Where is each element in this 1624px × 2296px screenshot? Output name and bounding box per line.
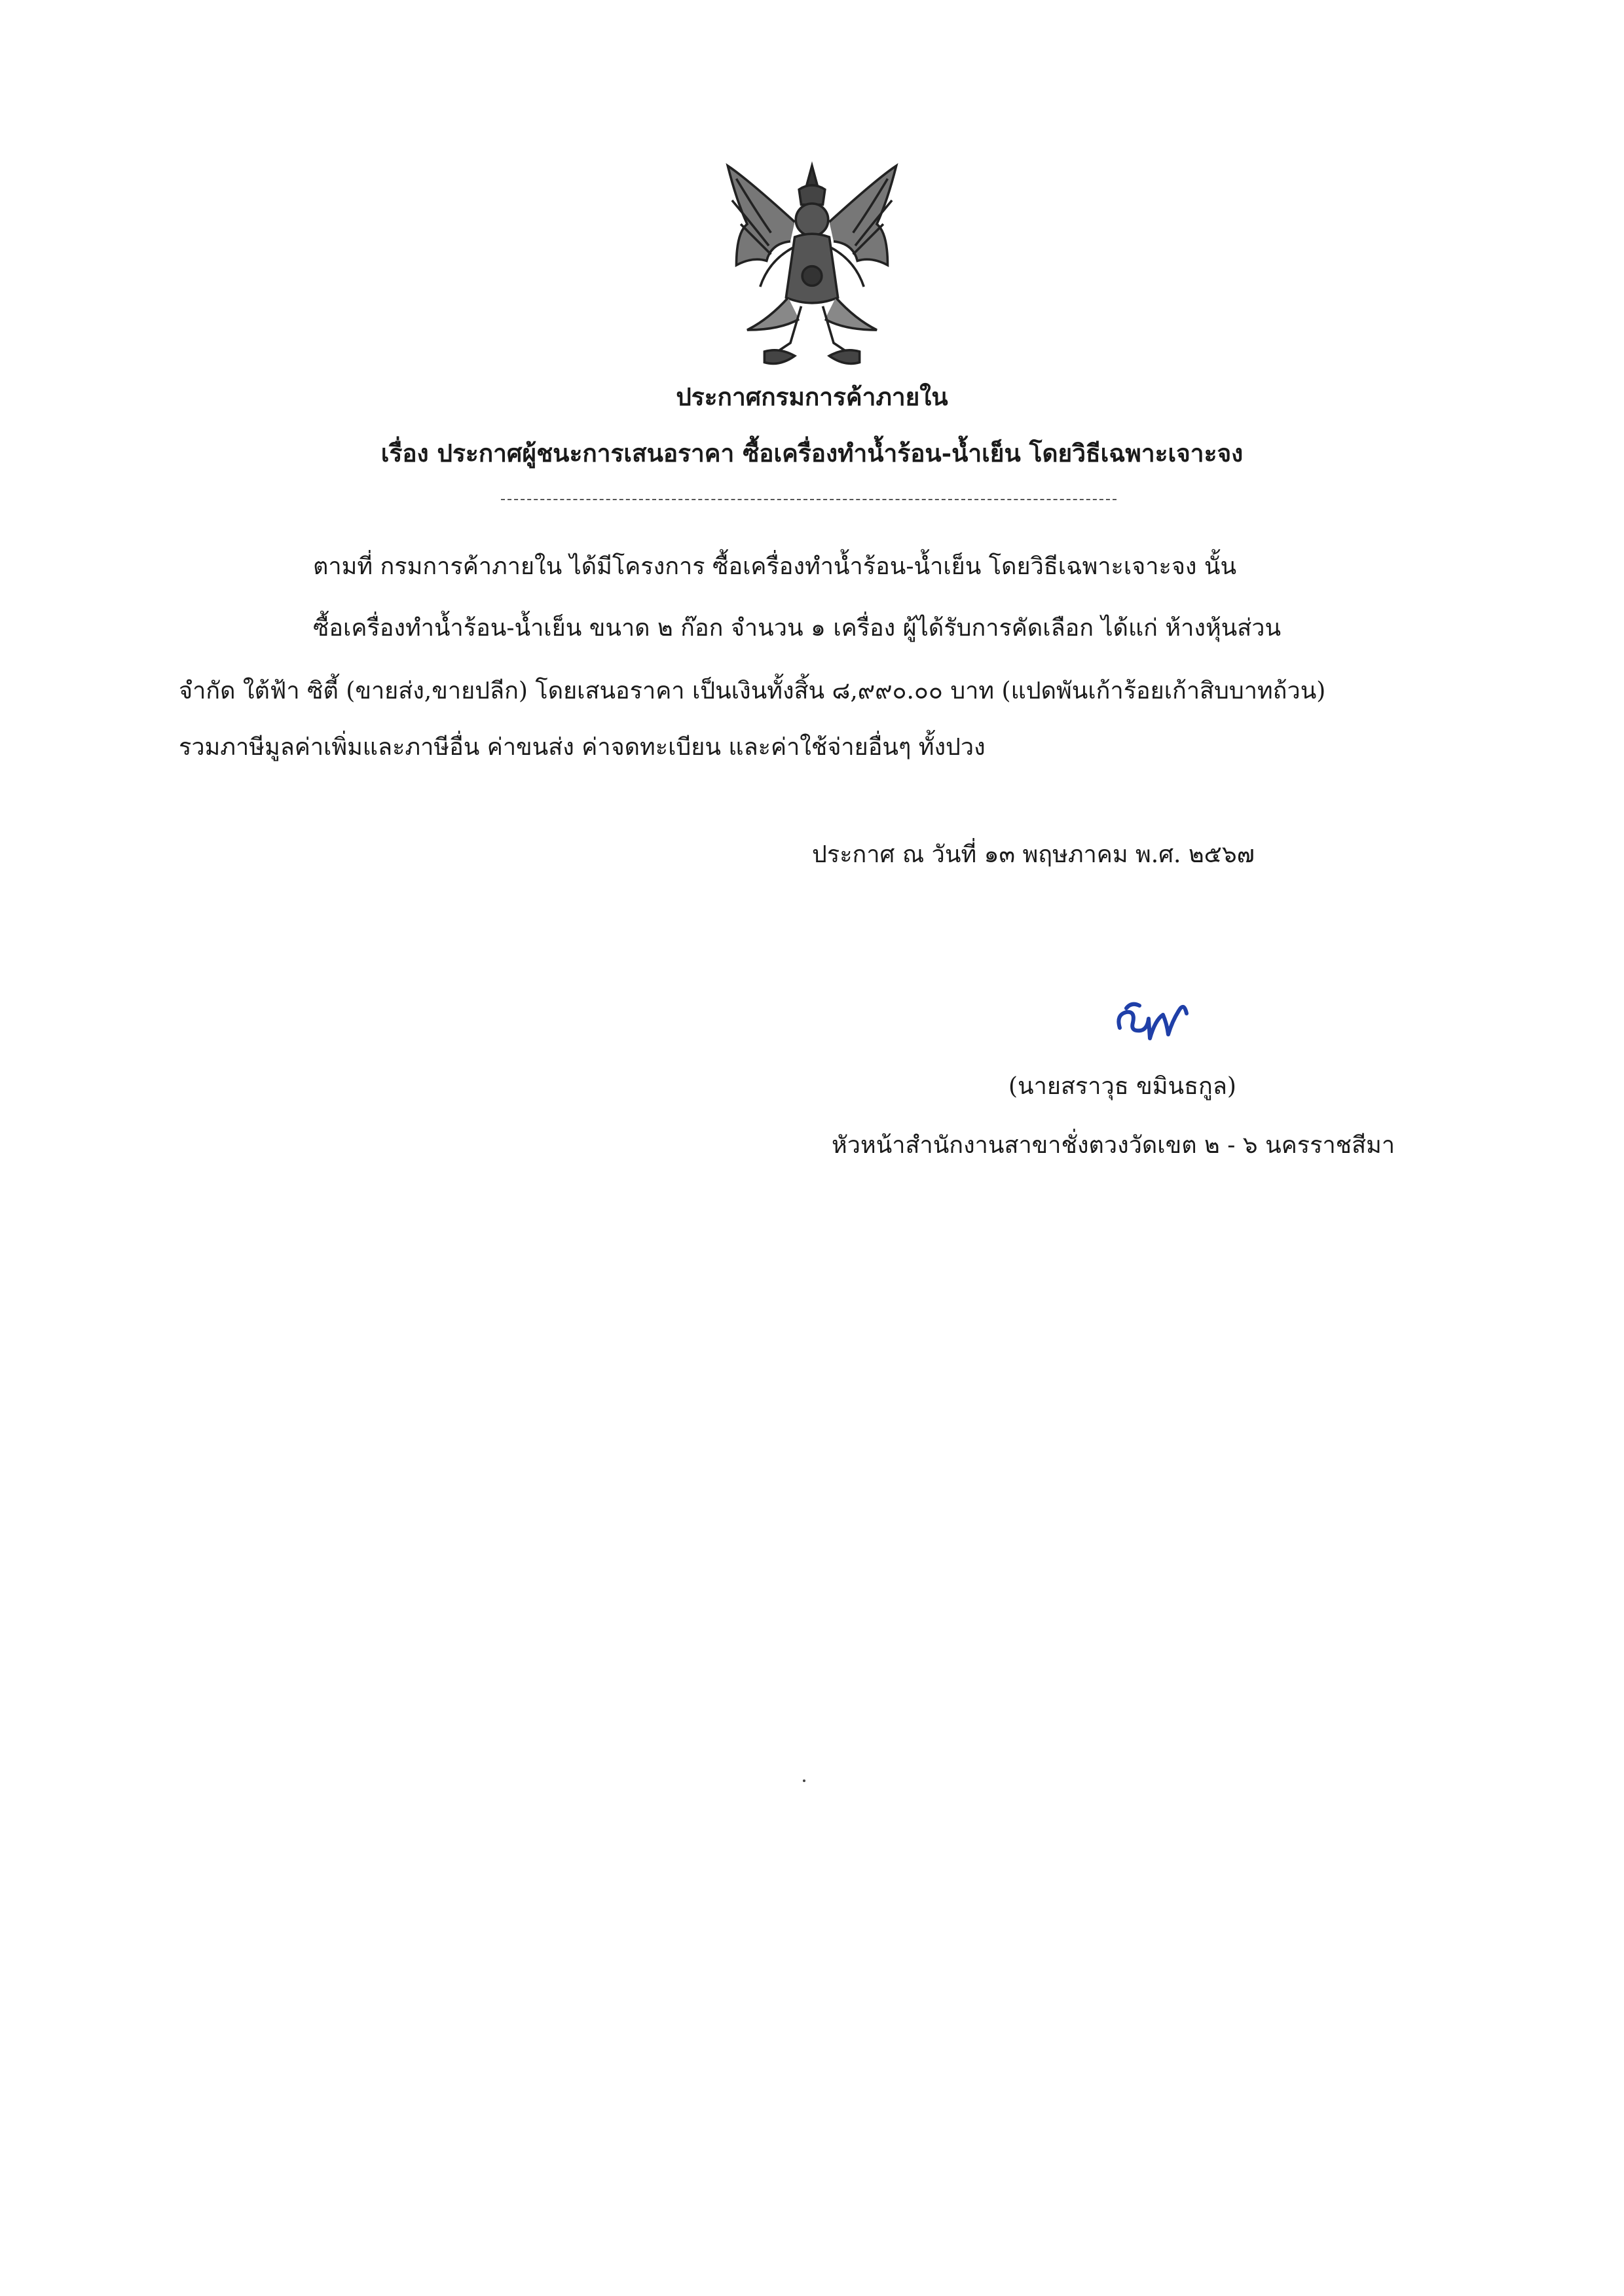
body-line-2: ซื้อเครื่องทำน้ำร้อน-น้ำเย็น ขนาด ๒ ก๊อก จำนวน ๑ เครื่อง ผู้ได้รับการคัดเลือก ได้แก่ ห้างหุ้นส่วน [313,615,1282,642]
body-line-4: รวมภาษีมูลค่าเพิ่มและภาษีอื่น ค่าขนส่ง ค่าจดทะเบียน และค่าใช้จ่ายอื่นๆ ทั้งปวง [179,734,986,761]
body-line-1: ตามที่ กรมการค้าภายใน ได้มีโครงการ ซื้อเครื่องทำน้ำร้อน-น้ำเย็น โดยวิธีเฉพาะเจาะจง นั้น [313,553,1237,580]
scan-speck [803,1779,805,1782]
signatory-position: หัวหน้าสำนักงานสาขาชั่งตวงวัดเขต ๒ - ๖ นครราชสีมา [832,1132,1395,1159]
garuda-emblem-icon [704,157,920,373]
handwritten-signature [1107,982,1211,1054]
agency-title: ประกาศกรมการค้าภายใน [676,382,948,411]
body-line-3: จำกัด ใต้ฟ้า ซิตี้ (ขายส่ง,ขายปลีก) โดยเสนอราคา เป็นเงินทั้งสิ้น ๘,๙๙๐.๐๐ บาท (แปดพันเก้าร้อยเก้าสิบบาทถ้วน) [179,678,1326,704]
signatory-name: (นายสราวุธ ขมินธกูล) [1008,1073,1236,1100]
subject-title: เรื่อง ประกาศผู้ชนะการเสนอราคา ซื้อเครื่องทำน้ำร้อน-น้ำเย็น โดยวิธีเฉพาะเจาะจง [380,439,1244,467]
dashed-divider [501,499,1116,500]
announcement-date: ประกาศ ณ วันที่ ๑๓ พฤษภาคม พ.ศ. ๒๕๖๗ [812,841,1255,868]
